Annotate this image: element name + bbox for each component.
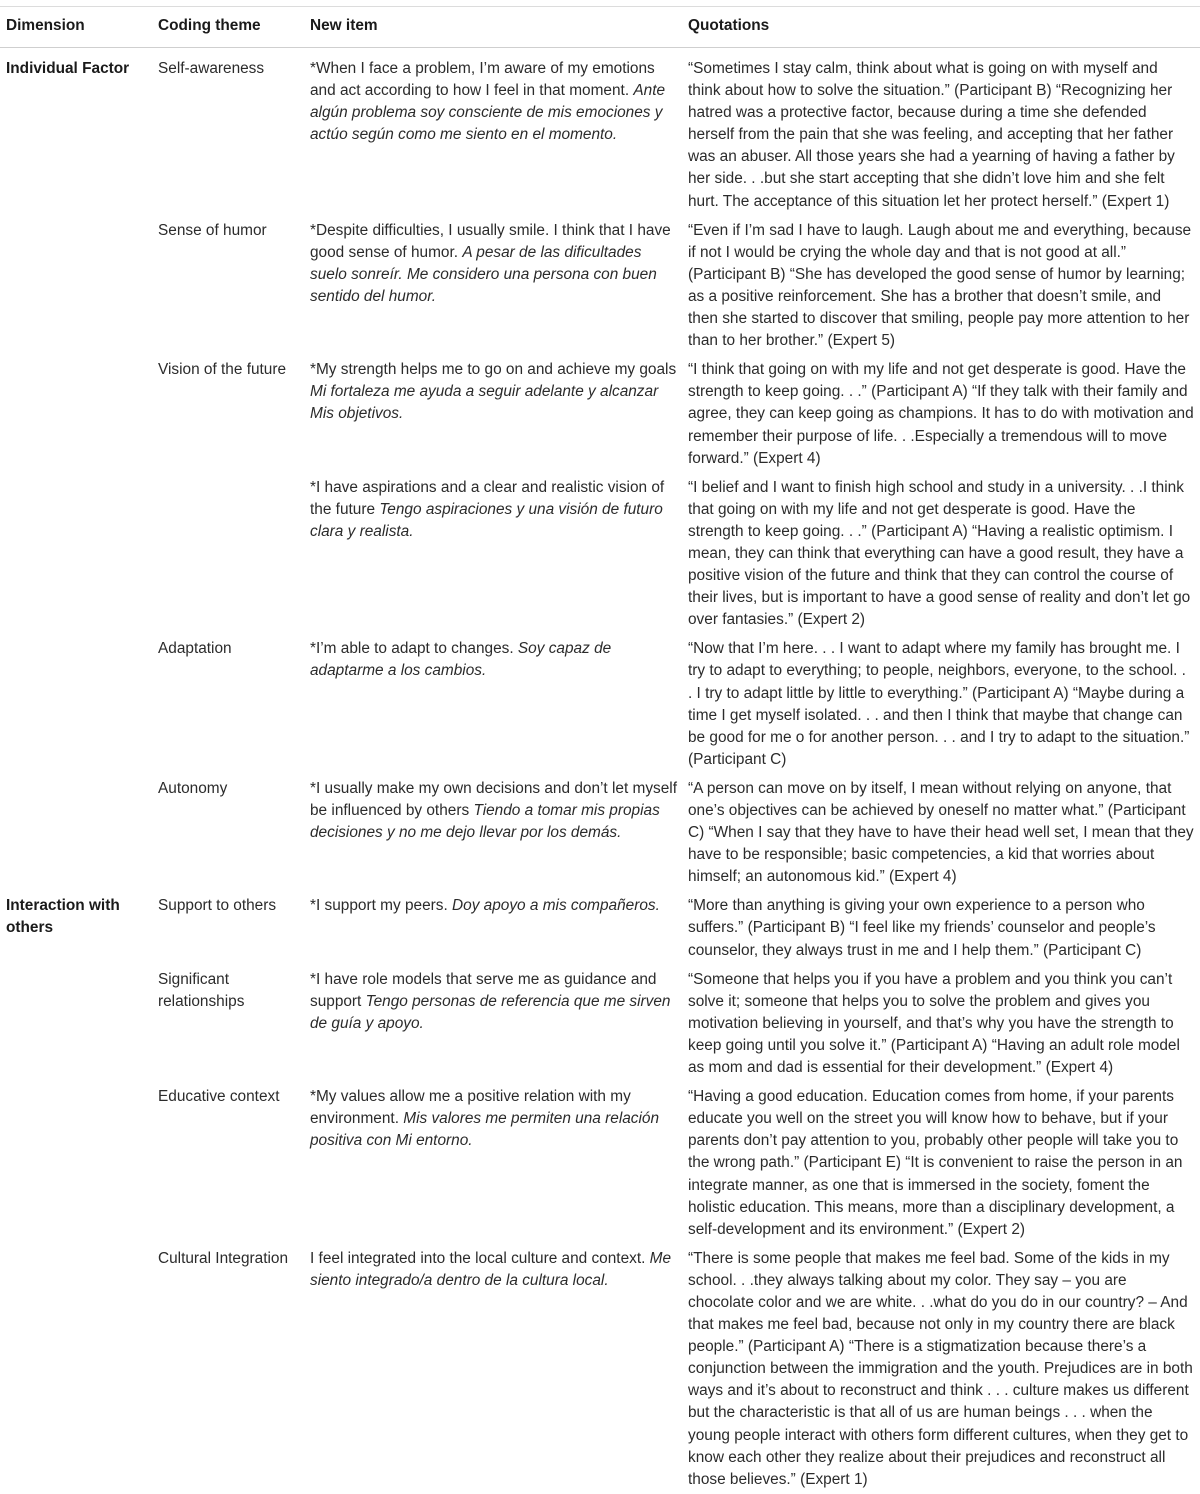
coding-theme-cell: Support to others xyxy=(158,897,277,915)
item-english: *I usually make my own decisions and don’t let myself be influenced by others xyxy=(310,779,677,819)
coding-theme-cell: Educative context xyxy=(158,1088,280,1106)
dimension-cell xyxy=(0,216,152,356)
new-item-cell xyxy=(304,473,682,635)
new-item-cell xyxy=(304,891,682,964)
item-spanish: A pesar de las dificultades suelo sonreír. Me considero una persona con buen sentido del humor. xyxy=(310,243,657,305)
table-row xyxy=(0,216,1200,356)
item-spanish: Mis valores me permiten una relación positiva con Mi entorno. xyxy=(310,1110,660,1150)
new-item-cell xyxy=(304,1082,682,1244)
item-spanish: Ante algún problema soy consciente de mis emociones y actúo según como me siento en el momento. xyxy=(310,82,666,144)
dimension-cell xyxy=(0,965,152,1082)
coding-theme-cell: Significant relationships xyxy=(158,970,245,1010)
dimension-cell xyxy=(0,473,152,635)
item-english: *My strength helps me to go on and achieve my goals xyxy=(310,361,677,379)
table-header xyxy=(0,7,1200,48)
quotation-cell: “Having a good education. Education comes from home, if your parents educate you well on the street you will know how to behave, but if your parents don’t pay attention to you, probably other people will take you to the wrong path.” (Participant E) “It is convenient to raise the person in an integrate manner, as one that is immersed in the society, foment the holistic education. This means, more than a disciplinary development, a self-development and its environment.” (Expert 2) xyxy=(688,1088,1183,1238)
table-row xyxy=(0,774,1200,891)
new-item-cell xyxy=(304,634,682,774)
coding-theme-cell: Adaptation xyxy=(158,640,232,658)
header-quotations: Quotations xyxy=(682,7,1200,48)
table-body xyxy=(0,48,1200,1494)
quotation-cell: “Sometimes I stay calm, think about what is going on with myself and think about how to solve the situation.” (Participant B) “Recognizing her hatred was a protective factor, because during a time she defended herself from the pain that she was feeling, and accepting that her father was an abuser. All those years she had a yearning of having a father by her side. . .but she start accepting that she didn’t love him and she felt hurt. The acceptance of this situation let her protect herself.” (Expert 1) xyxy=(688,60,1175,210)
resilience-items-table xyxy=(0,6,1200,1494)
table-row xyxy=(0,965,1200,1082)
quotation-cell: “Now that I’m here. . . I want to adapt where my family has brought me. I try to adapt to everything; to people, neighbors, everyone, to the school. . . I try to adapt little by little to everything.” (Participant A) “Maybe during a time I get myself isolated. . . and then I think that maybe that change can be good for me o for another person. . . and I try to adapt to the situation.” (Participant C) xyxy=(688,640,1190,768)
quotation-cell: “Someone that helps you if you have a problem and you think you can’t solve it; someone that helps you to solve the problem and gives you motivation believing in yourself, and that’s why you have the strength to keep going until you solve it.” (Participant A) “Having an adult role model as mom and dad is essential for their development.” (Expert 4) xyxy=(688,970,1180,1077)
item-english: *Despite difficulties, I usually smile. I think that I have good sense of humor. xyxy=(310,221,671,261)
quotation-cell: “There is some people that makes me feel bad. Some of the kids in my school. . .they always talking about my color. They say – you are chocolate color and we are white. . .what do you do in our country? – And that makes me feel bad, because not only in my country there are black people.” (Participant A) “There is a stigmatization because there’s a conjunction between the immigration and the youth. Prejudices are in both ways and it’s about to reconstruct and think . . . culture makes us different but the characteristic is that all of us are human beings . . . when the young people interact with others form different cultures, when they get to know each other they realize about their prejudices and reconstruct all those believes.” (Expert 1) xyxy=(688,1249,1193,1488)
dimension-cell: Interaction with others xyxy=(6,897,120,937)
item-spanish: Me siento integrado/a dentro de la cultura local. xyxy=(310,1249,672,1289)
header-row xyxy=(0,7,1200,48)
new-item-cell xyxy=(304,216,682,356)
coding-theme-cell: Autonomy xyxy=(158,779,228,797)
dimension-cell xyxy=(0,1082,152,1244)
new-item-cell xyxy=(304,48,682,216)
header-coding-theme: Coding theme xyxy=(152,7,304,48)
coding-theme-cell xyxy=(152,473,304,635)
header-dimension: Dimension xyxy=(0,7,152,48)
dimension-cell xyxy=(0,355,152,472)
table-row xyxy=(0,891,1200,964)
new-item-cell xyxy=(304,965,682,1082)
table-row xyxy=(0,473,1200,635)
item-english: *When I face a problem, I’m aware of my emotions and act according to how I feel in that moment. xyxy=(310,60,655,100)
new-item-cell xyxy=(304,355,682,472)
table-row xyxy=(0,48,1200,216)
dimension-cell: Individual Factor xyxy=(6,60,130,77)
item-english: I feel integrated into the local culture and context. xyxy=(310,1249,646,1267)
new-item-cell xyxy=(304,774,682,891)
new-item-cell xyxy=(304,1244,682,1494)
item-spanish: Doy apoyo a mis compañeros. xyxy=(452,897,660,915)
item-spanish: Mi fortaleza me ayuda a seguir adelante y alcanzar Mis objetivos. xyxy=(310,383,659,423)
dimension-cell xyxy=(0,634,152,774)
coding-theme-cell: Sense of humor xyxy=(158,221,267,239)
quotation-cell: “A person can move on by itself, I mean without relying on anyone, that one’s objectives can be achieved by oneself no matter what.” (Participant C) “When I say that they have to have their head well set, I mean that they have to be responsible; basic competencies, a kid that worries about himself; an autonomous kid.” (Expert 4) xyxy=(688,779,1194,886)
quotation-cell: “I think that going on with my life and not get desperate is good. Have the strength to keep going. . .” (Participant A) “If they talk with their family and agree, they can keep going as champions. It has to do with motivation and remember their purpose of life. . .Especially a tremendous will to move forward.” (Expert 4) xyxy=(688,361,1194,467)
table-row xyxy=(0,1082,1200,1244)
quotation-cell: “I belief and I want to finish high school and study in a university. . .I think that going on with my life and not get desperate is good. Have the strength to keep going. . .” (Participant A) “Having a realistic optimism. I mean, they can think that everything can have a good result, they have a positive vision of the future and think that they can control the course of their lives, but is important to have a good sense of reality and don’t let go over fantasies.” (Expert 2) xyxy=(688,478,1191,629)
item-spanish: Soy capaz de adaptarme a los cambios. xyxy=(310,640,612,680)
item-english: *My values allow me a positive relation with my environment. xyxy=(310,1088,631,1128)
coding-theme-cell: Vision of the future xyxy=(158,361,287,379)
dimension-cell xyxy=(0,774,152,891)
quotation-cell: “More than anything is giving your own experience to a person who suffers.” (Participant B) “I feel like my friends’ counselor and people’s counselor, they always trust in me and I help them.” (Participant C) xyxy=(688,897,1156,959)
coding-theme-cell: Cultural Integration xyxy=(158,1249,289,1267)
quotation-cell: “Even if I’m sad I have to laugh. Laugh about me and everything, because if not I would be crying the whole day and that is not good at all.” (Participant B) “She has developed the good sense of humor by learning; as a positive reinforcement. She has a brother that doesn’t smile, and then she started to discover that smiling, people pay more attention to her than to her brother.” (Expert 5) xyxy=(688,221,1192,350)
coding-theme-cell: Self-awareness xyxy=(158,60,265,77)
item-english: *I have aspirations and a clear and realistic vision of the future xyxy=(310,478,665,518)
item-spanish: Tiendo a tomar mis propias decisiones y no me dejo llevar por los demás. xyxy=(310,802,660,842)
dimension-cell xyxy=(0,1244,152,1494)
table-row xyxy=(0,634,1200,774)
item-spanish: Tengo personas de referencia que me sirven de guía y apoyo. xyxy=(310,992,671,1032)
item-spanish: Tengo aspiraciones y una visión de futuro clara y realista. xyxy=(310,500,663,540)
table-row xyxy=(0,355,1200,472)
table-row xyxy=(0,1244,1200,1494)
item-english: *I have role models that serve me as guidance and support xyxy=(310,970,657,1010)
header-new-item: New item xyxy=(304,7,682,48)
item-english: *I support my peers. xyxy=(310,897,448,915)
item-english: *I’m able to adapt to changes. xyxy=(310,640,514,658)
